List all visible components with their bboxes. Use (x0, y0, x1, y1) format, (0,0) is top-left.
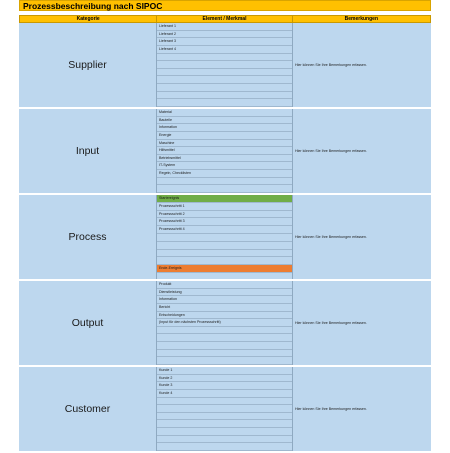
element-cell[interactable] (157, 250, 292, 258)
element-cell[interactable]: Regeln, Checklisten (157, 170, 292, 178)
section-process (19, 195, 431, 281)
element-cell[interactable]: Material (157, 109, 292, 117)
element-cell[interactable]: Prozessschritt 4 (157, 226, 292, 234)
header-element: Element / Merkmal (157, 16, 292, 22)
section-customer (19, 367, 431, 453)
element-cell[interactable]: Prozessschritt 2 (157, 211, 292, 219)
element-cell[interactable]: Maschine (157, 140, 292, 148)
element-cell[interactable]: Betriebsmittel (157, 155, 292, 163)
element-column (157, 23, 293, 107)
element-cell[interactable]: Prozessschritt 3 (157, 218, 292, 226)
remark-cell[interactable]: Hier können Sie Ihre Bemerkungen erfassen. (295, 63, 367, 67)
element-cell[interactable]: Produkt (157, 281, 292, 289)
element-cell[interactable]: Kunde 1 (157, 367, 292, 375)
element-cell[interactable] (157, 350, 292, 358)
element-cell[interactable]: Energie (157, 132, 292, 140)
element-cell[interactable] (157, 76, 292, 84)
remark-cell[interactable]: Hier können Sie Ihre Bemerkungen erfassen. (295, 149, 367, 153)
element-cell[interactable] (157, 428, 292, 436)
element-cell[interactable]: Kunde 2 (157, 375, 292, 383)
element-cell[interactable] (157, 413, 292, 421)
section-output (19, 281, 431, 367)
remark-cell[interactable]: Hier können Sie Ihre Bemerkungen erfassen. (295, 321, 367, 325)
element-cell[interactable]: (Input für den nächsten Prozessschritt) (157, 319, 292, 327)
element-cell[interactable]: Hilfsmittel (157, 147, 292, 155)
element-cell[interactable] (157, 242, 292, 250)
element-cell[interactable]: Lieferant 1 (157, 23, 292, 31)
remark-cell[interactable]: Hier können Sie Ihre Bemerkungen erfassen. (295, 235, 367, 239)
section-input (19, 109, 431, 195)
element-cell[interactable] (157, 178, 292, 186)
element-cell[interactable] (157, 185, 292, 193)
element-cell[interactable]: IT-System (157, 162, 292, 170)
element-cell[interactable] (157, 99, 292, 107)
element-column (157, 367, 293, 451)
element-cell[interactable] (157, 257, 292, 265)
element-cell[interactable] (157, 334, 292, 342)
element-cell[interactable]: Information (157, 124, 292, 132)
element-cell[interactable] (157, 54, 292, 62)
element-cell[interactable]: Information (157, 296, 292, 304)
category-cell[interactable]: Process (19, 195, 157, 279)
element-column (157, 281, 293, 365)
section-supplier (19, 23, 431, 109)
element-cell[interactable] (157, 405, 292, 413)
category-cell[interactable]: Customer (19, 367, 157, 451)
element-cell[interactable]: Kunde 4 (157, 390, 292, 398)
element-cell[interactable] (157, 84, 292, 92)
element-cell[interactable]: Lieferant 3 (157, 38, 292, 46)
category-cell[interactable]: Supplier (19, 23, 157, 107)
category-cell[interactable]: Output (19, 281, 157, 365)
element-cell[interactable] (157, 398, 292, 406)
header-bemerkungen: Bemerkungen (344, 16, 378, 22)
element-cell[interactable]: Entscheidungen (157, 312, 292, 320)
start-event-cell[interactable]: Startereignis (157, 195, 292, 203)
element-cell[interactable]: Bericht (157, 304, 292, 312)
element-cell[interactable]: Kunde 3 (157, 382, 292, 390)
remark-cell[interactable]: Hier können Sie Ihre Bemerkungen erfassen. (295, 407, 367, 411)
header-row (19, 15, 431, 23)
end-event-cell[interactable]: Ende-Ereignis (157, 265, 292, 273)
element-cell[interactable] (157, 357, 292, 365)
element-cell[interactable] (157, 342, 292, 350)
element-cell[interactable] (157, 436, 292, 444)
element-cell[interactable] (157, 61, 292, 69)
element-cell[interactable]: Lieferant 4 (157, 46, 292, 54)
element-column (157, 109, 293, 193)
element-column (157, 195, 293, 279)
page-title: Prozessbeschreibung nach SIPOC (19, 0, 431, 11)
header-kategorie: Kategorie (20, 16, 157, 22)
element-cell[interactable]: Dienstleistung (157, 289, 292, 297)
element-cell[interactable] (157, 92, 292, 100)
element-cell[interactable] (157, 69, 292, 77)
sipoc-sheet (19, 0, 431, 453)
element-cell[interactable]: Bauteile (157, 117, 292, 125)
element-cell[interactable] (157, 327, 292, 335)
element-cell[interactable]: Lieferant 2 (157, 31, 292, 39)
category-cell[interactable]: Input (19, 109, 157, 193)
element-cell[interactable]: Prozessschritt 1 (157, 203, 292, 211)
element-cell[interactable] (157, 234, 292, 242)
element-cell[interactable] (157, 420, 292, 428)
